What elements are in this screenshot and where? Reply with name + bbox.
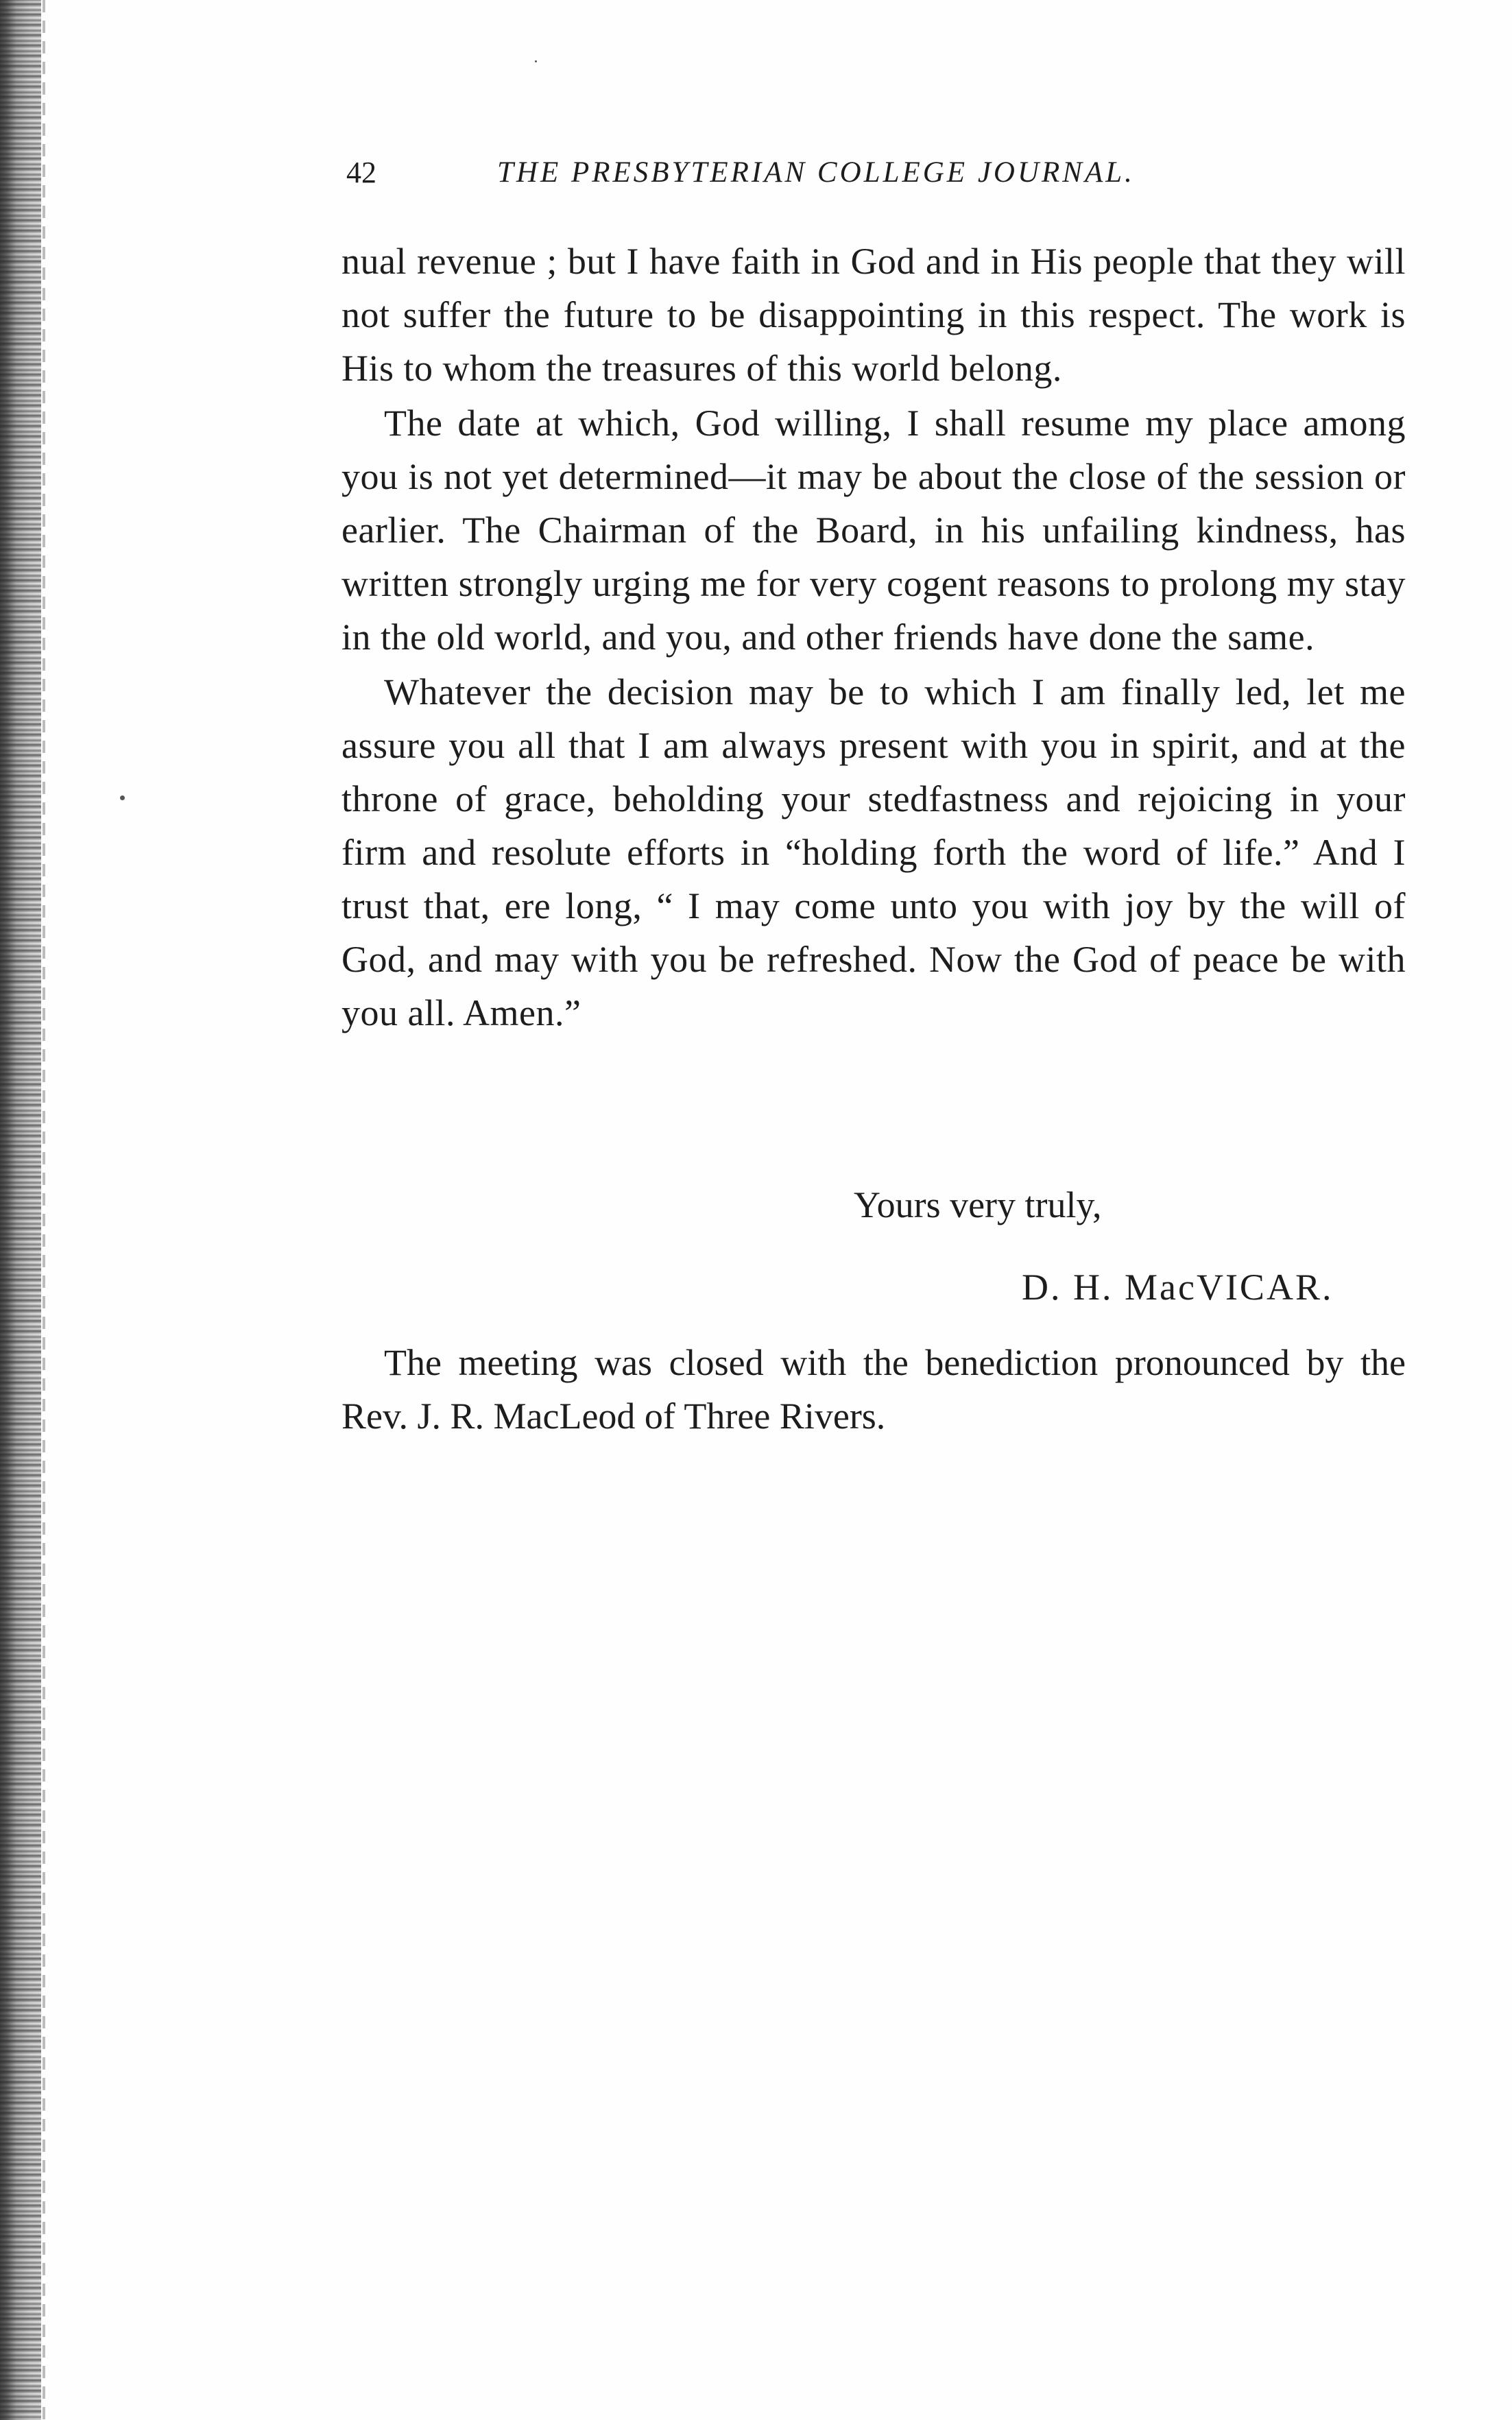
paragraph: nual revenue ; but I have faith in God and in His people that they will not suffer the future to be disappointing in this respect. The work is His to whom the treasures of this world belong. bbox=[341, 241, 1406, 389]
closing-note bbox=[341, 1336, 1406, 1443]
letter-body bbox=[341, 235, 1406, 1040]
paragraph: Whatever the decision may be to which I am finally led, let me assure you all that I am always present with you in spirit, and at the throne of grace, beholding your stedfastness and rejoicing in your firm and resolute efforts in “holding forth the word of life.” And I trust that, ere long, “ I may come unto you with joy by the will of God, and may with you be refreshed. Now the God of peace be with you all. Amen.” bbox=[341, 671, 1406, 1033]
paragraph: The date at which, God willing, I shall resume my place among you is not yet determined—it may be about the close of the session or earlier. The Chairman of the Board, in his unfailing kindness, has written strongly urging me for very cogent reasons to prolong my stay in the old world, and you, and other friends have done the same. bbox=[341, 403, 1406, 658]
scan-speck bbox=[535, 60, 537, 62]
letter-closing: Yours very truly, bbox=[854, 1184, 1102, 1225]
letter-signature: D. H. MacVICAR. bbox=[1022, 1267, 1334, 1308]
binding-edge bbox=[0, 0, 41, 2420]
binding-shadow-line bbox=[43, 0, 45, 2420]
page-number: 42 bbox=[346, 156, 376, 189]
running-title: THE PRESBYTERIAN COLLEGE JOURNAL. bbox=[497, 156, 1135, 189]
page-header bbox=[346, 152, 1402, 193]
paragraph: The meeting was closed with the benediction pronounced by the Rev. J. R. MacLeod of Three Rivers. bbox=[341, 1342, 1406, 1437]
scan-speck bbox=[120, 795, 125, 800]
